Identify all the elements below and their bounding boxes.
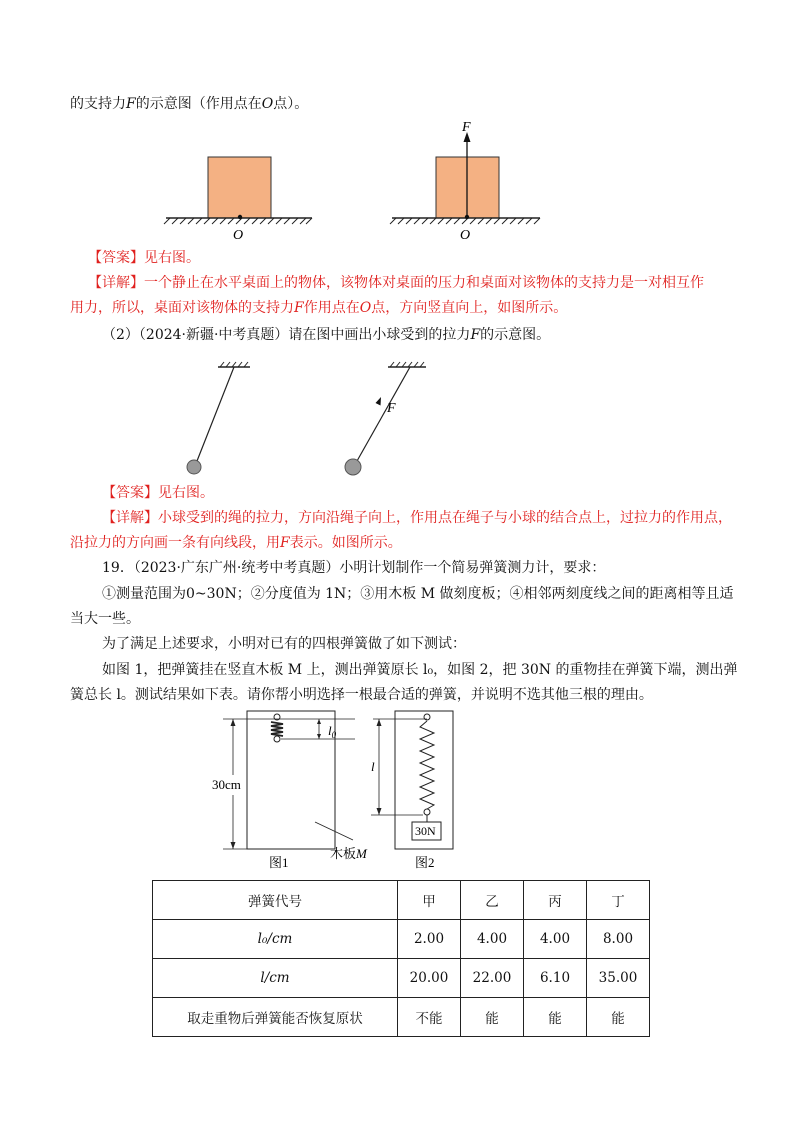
q19-figure — [205, 705, 475, 875]
q1-intro-O: O — [261, 96, 274, 112]
table-row — [153, 959, 650, 998]
q2-stem-F: F — [470, 327, 481, 343]
q2-right-pendulum — [345, 362, 426, 475]
q2-detail-line2 — [70, 533, 402, 553]
q1-left-hatching — [164, 218, 312, 224]
q2-label-F: F — [387, 401, 396, 416]
q19-fig1-label-30cm: 30cm — [212, 777, 241, 792]
q2-left-pendulum — [187, 362, 250, 474]
table-cell: 能 — [587, 998, 650, 1037]
q2-right-ball — [345, 459, 361, 475]
table-cell: 能 — [461, 998, 524, 1037]
q19-fig2-weight-label: 30N — [415, 824, 436, 838]
table-cell: 20.00 — [398, 959, 461, 998]
q19-fig1-dim-arrow-down — [231, 842, 236, 849]
q1-detail-O: O — [359, 300, 372, 316]
q19-fig1-l0-arrow-down — [317, 734, 321, 739]
q1-left-block-diagram — [164, 157, 312, 243]
q19-paragraph2-line2: 簧总长 l。测试结果如下表。请你帮小明选择一根最合适的弹簧，并说明不选其他三根的理由。 — [70, 687, 653, 703]
q19-spring-table — [152, 880, 650, 1037]
q1-left-point-O — [238, 215, 242, 219]
q2-left-ball — [187, 460, 201, 474]
table-row — [153, 998, 650, 1037]
table-row — [153, 920, 650, 959]
q1-detail-line1 — [88, 273, 704, 293]
q19-fig1-caption: 图1 — [269, 855, 289, 870]
q1-right-label-O: O — [460, 228, 471, 243]
q1-answer-text: 见右图。 — [144, 250, 200, 266]
q1-answer — [88, 248, 200, 268]
q2-left-string — [197, 367, 234, 461]
table-cell: 6.10 — [524, 959, 587, 998]
q1-detail-F: F — [294, 300, 304, 316]
table-cell: 35.00 — [587, 959, 650, 998]
q1-intro-text-b: 的示意图（作用点在 — [135, 96, 262, 112]
table-header-cell: 丙 — [524, 881, 587, 920]
table-row-label: 取走重物后弹簧能否恢复原状 — [153, 998, 398, 1037]
q19-fig1-l0-letter: l — [328, 723, 332, 738]
q1-right-block-diagram — [390, 120, 540, 243]
q19-requirements-line2: 当大一些。 — [70, 611, 140, 627]
q19-fig1-l0-subscript: 0 — [331, 730, 337, 740]
q1-intro-text-a: 的支持力 — [70, 96, 126, 112]
table-cell: 2.00 — [398, 920, 461, 959]
q2-detail-tag: 【详解】 — [102, 510, 158, 526]
q19-fig2-dim-arrow-up — [377, 719, 382, 726]
q19-paragraph2-line1: 如图 1，把弹簧挂在竖直木板 M 上，测出弹簧原长 l₀，如图 2，把 30N 的重物挂在弹簧下端，测出弹 — [102, 662, 738, 678]
q2-detail-text-2b: 表示。如图所示。 — [289, 535, 402, 551]
q19-fig2-label-l: l — [371, 759, 375, 774]
table-cell: 22.00 — [461, 959, 524, 998]
q1-left-label-O: O — [233, 228, 244, 243]
table-cell: 4.00 — [461, 920, 524, 959]
q1-answer-tag: 【答案】 — [88, 250, 144, 266]
q1-detail-tag: 【详解】 — [88, 275, 144, 291]
q1-detail-text-2b: 作用点在 — [303, 300, 360, 316]
q19-fig2-dim-arrow-down — [377, 808, 382, 815]
q2-answer-text: 见右图。 — [158, 485, 214, 501]
q19-fig1-spring — [271, 722, 283, 736]
table-row-label: l/cm — [153, 959, 398, 998]
q2-right-string — [357, 367, 410, 461]
table-row-label: l₀/cm — [153, 920, 398, 959]
q19-fig1-dim-arrow-up — [231, 719, 236, 726]
q19-stem: 19．（2023·广东广州·统考中考真题）小明计划制作一个简易弹簧测力计，要求： — [102, 560, 606, 576]
q19-fig2-spring — [420, 721, 434, 809]
q1-label-F: F — [462, 120, 471, 135]
q1-intro-F: F — [126, 96, 136, 112]
q2-answer-tag: 【答案】 — [102, 485, 158, 501]
table-cell: 8.00 — [587, 920, 650, 959]
q19-paragraph1: 为了满足上述要求，小明对已有的四根弹簧做了如下测试： — [102, 636, 466, 652]
table-header-row — [153, 881, 650, 920]
q19-requirements-line1: ①测量范围为0~30N；②分度值为 1N；③用木板 M 做刻度板；④相邻两刻度线之间的距离相等且适 — [102, 586, 734, 602]
q19-fig2-hook-bottom — [424, 809, 430, 815]
q1-detail-line2 — [70, 298, 567, 318]
q19-board-pointer — [315, 822, 353, 840]
table-cell: 能 — [524, 998, 587, 1037]
q1-intro-text-c: 点）。 — [273, 96, 309, 112]
q1-detail-text-2c: 点，方向竖直向上，如图所示。 — [371, 300, 568, 316]
q2-force-arrowhead — [376, 397, 382, 406]
q2-detail-line1 — [102, 508, 732, 528]
q19-fig1-hook-bottom — [274, 736, 280, 742]
q2-stem-text-b: 的示意图。 — [480, 327, 551, 343]
q19-fig2-caption: 图2 — [415, 855, 435, 870]
q2-detail-text-1: 小球受到的绳的拉力，方向沿绳子向上，作用点在绳子与小球的结合点上，过拉力的作用点， — [158, 510, 732, 526]
table-header-cell: 甲 — [398, 881, 461, 920]
q1-intro — [70, 94, 308, 114]
q1-right-point-O — [465, 215, 469, 219]
q1-detail-text-1: 一个静止在水平桌面上的物体，该物体对桌面的压力和桌面对该物体的支持力是一对相互作 — [144, 275, 704, 291]
q2-stem-text-a: （2）（2024·新疆·中考真题）请在图中画出小球受到的拉力 — [102, 327, 471, 343]
q19-board-label-text: 木板 — [330, 846, 357, 861]
q1-detail-text-2a: 用力，所以，桌面对该物体的支持力 — [70, 300, 294, 316]
q2-detail-text-2a: 沿拉力的方向画一条有向线段，用 — [70, 535, 280, 551]
q2-detail-F: F — [280, 535, 290, 551]
table-header-cell: 弹簧代号 — [153, 881, 398, 920]
q19-board-label-M: M — [356, 846, 367, 861]
table-header-cell: 乙 — [461, 881, 524, 920]
q2-answer — [102, 483, 214, 503]
table-header-cell: 丁 — [587, 881, 650, 920]
q1-left-block — [208, 157, 271, 218]
q19-fig1-board — [247, 711, 335, 849]
q1-figure — [160, 115, 560, 245]
q2-figure — [180, 360, 440, 480]
q2-stem — [102, 325, 550, 345]
q19-fig1-l0-arrow-up — [317, 719, 321, 724]
q1-right-hatching — [390, 218, 540, 224]
q19-board-label — [330, 846, 368, 861]
table-cell: 不能 — [398, 998, 461, 1037]
table-cell: 4.00 — [524, 920, 587, 959]
q19-figure2 — [371, 711, 453, 870]
